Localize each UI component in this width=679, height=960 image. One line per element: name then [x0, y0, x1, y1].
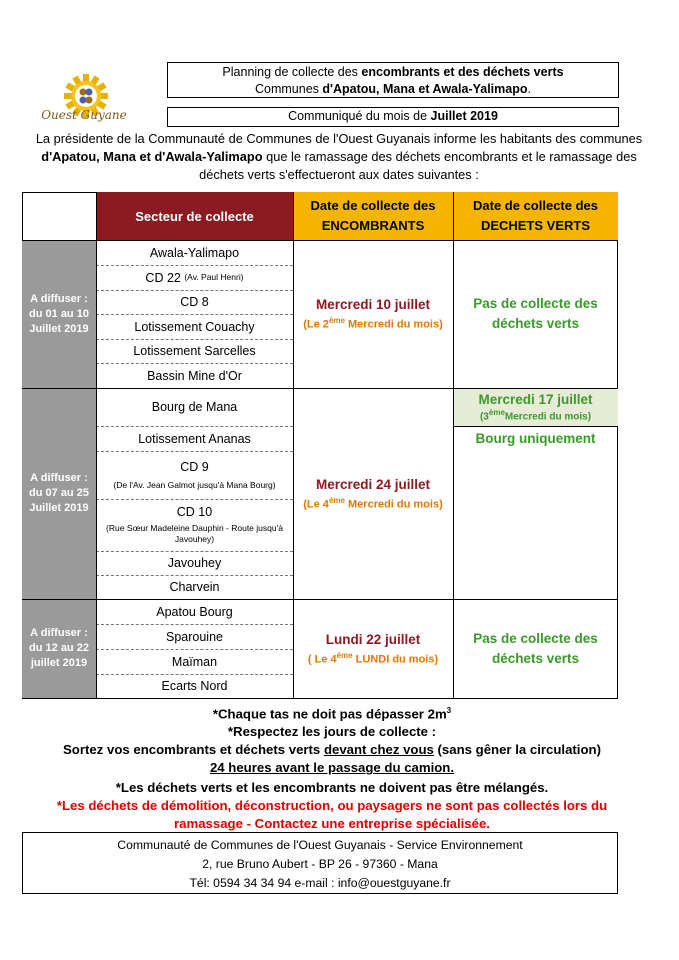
grid-line: [96, 192, 97, 699]
header-encombrants-line-1: Date de collecte des: [310, 198, 436, 213]
sector-row: [96, 314, 293, 339]
note-sortez-underlined: devant chez vous: [323, 742, 434, 758]
title-line-2: [168, 81, 618, 98]
note-24h-text: 24 heures avant le passage du camion.: [209, 760, 455, 776]
group-2-dechets-verts-scope: [453, 426, 618, 451]
sector-row: [96, 674, 293, 698]
group-3-diffuse-line: A diffuser :: [30, 627, 88, 639]
sector-name: Sparouine: [166, 629, 223, 644]
sector-name: Charvein: [169, 580, 220, 594]
footer-contact: [22, 832, 618, 894]
note-sortez-pre: Sortez vos encombrants et déchets verts: [63, 742, 324, 758]
encombrants-note-post: LUNDI du mois): [352, 653, 439, 666]
sector-detail: (Rue Sœur Madeleine Dauphin - Route jusqu'à Javouhey): [106, 523, 283, 544]
no-collection-line-2: déchets verts: [491, 316, 580, 331]
sector-row: [96, 290, 293, 314]
note-demolition: *Les déchets de démolition, déconstruction, ou paysagers ne sont pas collectés lors du: [56, 798, 608, 814]
group-1-encombrants: [293, 240, 453, 388]
encombrants-note-sup: ème: [328, 316, 345, 326]
sector-row: [96, 388, 293, 426]
encombrants-note-post: Mercredi du mois): [344, 498, 443, 511]
encombrants-note-pre: (Le 2: [303, 318, 329, 331]
group-2-diffuse-line: A diffuser :: [30, 472, 88, 484]
header-dechets-verts: [453, 192, 618, 240]
group-3-diffuse: [22, 599, 96, 698]
group-2-encombrants: [293, 388, 453, 599]
sector-row: [96, 499, 293, 551]
sector-row: [96, 363, 293, 388]
footer-org: Communauté de Communes de l'Ouest Guyanais - Service Environnement: [117, 838, 523, 852]
grid-line: [22, 599, 618, 600]
bourg-uniquement: Bourg uniquement: [475, 430, 596, 446]
sector-name: Apatou Bourg: [156, 604, 233, 619]
intro-line-2-post: que le ramassage des déchets encombrants et le ramassage des: [262, 149, 637, 164]
encombrants-date: Mercredi 24 juillet: [315, 476, 431, 492]
group-1-diffuse-line: Juillet 2019: [29, 322, 89, 335]
sector-row: [96, 451, 293, 499]
no-collection-line-2: déchets verts: [491, 650, 580, 666]
group-2-diffuse-line: Juillet 2019: [29, 502, 89, 514]
note-sortez-post: (sans gêner la circulation): [433, 742, 601, 758]
sector-row: [96, 426, 293, 451]
group-3-diffuse-line: du 12 au 22: [29, 642, 89, 654]
title-line-2-post: .: [527, 82, 531, 96]
sector-row: [96, 649, 293, 674]
sector-row: [96, 339, 293, 363]
sector-name: Lotissement Sarcelles: [133, 344, 256, 358]
no-collection-line-1: Pas de collecte des: [473, 296, 598, 311]
header-encombrants: [293, 192, 453, 240]
sector-row: [96, 265, 293, 290]
no-collection-line-1: Pas de collecte des: [473, 630, 598, 646]
group-1-diffuse: [22, 240, 96, 388]
sector-name: Lotissement Couachy: [134, 319, 255, 334]
title-line-1-pre: Planning de collecte des: [222, 65, 362, 79]
title-line-2-pre: Communes: [255, 82, 323, 96]
footer-address: 2, rue Bruno Aubert - BP 26 - 97360 - Mana: [202, 857, 438, 871]
note-tas-text: *Chaque tas ne doit pas dépasser 2m: [212, 706, 447, 722]
sector-row: [96, 624, 293, 649]
grid-line: [22, 240, 618, 241]
encombrants-date: Mercredi 10 juillet: [315, 297, 431, 313]
group-3-diffuse-line: juillet 2019: [30, 657, 88, 669]
title-line-1-bold: encombrants et des déchets verts: [361, 65, 564, 79]
encombrants-date: Lundi 22 juillet: [325, 631, 421, 647]
sector-name: Bassin Mine d'Or: [147, 368, 242, 383]
header-dechets-verts-line-2: DECHETS VERTS: [480, 218, 591, 233]
dechets-verts-note: [480, 408, 591, 422]
communique-month: Juillet 2019: [430, 109, 498, 123]
encombrants-note-sup: éme: [336, 650, 353, 660]
sector-detail: (Av. Paul Henri): [184, 272, 244, 282]
title-line-2-bold: d'Apatou, Mana et Awala-Yalimapo: [322, 82, 528, 96]
sector-name: CD 8: [180, 295, 209, 309]
group-2-dechets-verts-date: [453, 388, 618, 426]
group-3-encombrants: [293, 599, 453, 698]
group-1-diffuse-line: du 01 au 10: [29, 307, 89, 320]
encombrants-note: [308, 651, 438, 666]
grid-line: [22, 388, 618, 389]
sector-row: [96, 240, 293, 265]
grid-line: [293, 192, 294, 699]
group-3-dechets-verts: [453, 599, 618, 698]
note-tas: [22, 702, 642, 723]
note-melanges: *Les déchets verts et les encombrants ne doivent pas être mélangés.: [115, 780, 549, 796]
dechets-verts-note-sup: ème: [488, 407, 505, 417]
grid-line: [453, 426, 618, 427]
dechets-verts-note-post: Mercredi du mois): [504, 411, 592, 423]
communique-pre: Communiqué du mois de: [288, 109, 431, 123]
note-24h: [22, 759, 642, 777]
sector-name: Lotissement Ananas: [138, 431, 251, 446]
communique-box: [167, 107, 619, 127]
header-secteur: Secteur de collecte: [96, 192, 293, 240]
sector-row: [96, 551, 293, 575]
group-1-dechets-verts: [453, 240, 618, 388]
sector-detail: (De l'Av. Jean Galmot jusqu'à Mana Bourg): [113, 479, 276, 490]
encombrants-note: [303, 316, 443, 331]
sector-name: CD 9: [180, 459, 209, 474]
intro-line-2: [24, 148, 654, 166]
sector-name: Bourg de Mana: [151, 400, 238, 414]
header-encombrants-line-2: ENCOMBRANTS: [321, 218, 425, 233]
sector-name: CD 10: [176, 505, 213, 519]
sector-name: Ecarts Nord: [161, 679, 228, 693]
encombrants-note-pre: ( Le 4: [307, 653, 337, 666]
intro-line-1: La présidente de la Communauté de Communes de l'Ouest Guyanais informe les habitants des communes: [35, 131, 643, 146]
notes: [22, 702, 642, 833]
intro-line-3: déchets verts s'effectueront aux dates suivantes :: [199, 167, 479, 182]
intro-communes: d'Apatou, Mana et d'Awala-Yalimapo: [41, 149, 263, 164]
note-jours: *Respectez les jours de collecte :: [227, 724, 437, 740]
group-2-diffuse-line: du 07 au 25: [29, 487, 89, 499]
sector-name: CD 22: [145, 270, 181, 285]
group-2-diffuse: [22, 388, 96, 599]
title-box: [167, 62, 619, 98]
encombrants-note: [303, 496, 443, 511]
sector-name: Javouhey: [167, 556, 222, 570]
encombrants-note-sup: éme: [328, 495, 345, 505]
dechets-verts-date: Mercredi 17 juillet: [478, 391, 593, 407]
sector-row: [96, 575, 293, 599]
sector-row: [96, 599, 293, 624]
dechets-verts-note-pre: (3: [479, 411, 489, 423]
encombrants-note-pre: (Le 4: [303, 498, 329, 511]
logo-text: Ouest Guyane: [41, 108, 127, 122]
note-tas-sup: 3: [446, 706, 452, 715]
footer-phone-email: Tél: 0594 34 34 94 e-mail : info@ouestguyane.fr: [189, 876, 451, 890]
group-1-diffuse-line: A diffuser :: [30, 292, 88, 305]
sector-name: Maïman: [171, 654, 218, 669]
header-dechets-verts-line-1: Date de collecte des: [473, 198, 598, 213]
title-line-1: [168, 64, 618, 81]
intro-text: [24, 130, 654, 184]
note-contact: ramassage - Contactez une entreprise spécialisée.: [174, 816, 490, 832]
sector-name: Awala-Yalimapo: [149, 245, 240, 260]
encombrants-note-post: Mercredi du mois): [344, 318, 443, 331]
grid-line: [453, 192, 454, 699]
note-sortez: [22, 741, 642, 759]
